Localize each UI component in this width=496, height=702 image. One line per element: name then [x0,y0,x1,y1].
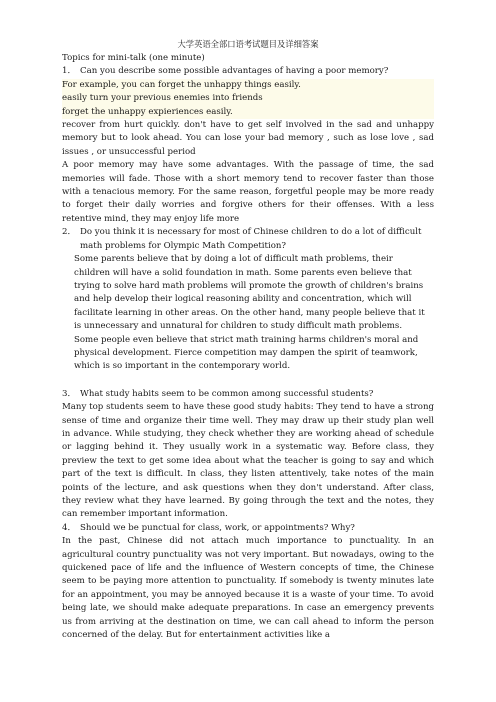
answer-4: In the past, Chinese did not attach much importance to punctuality. In an agricultural country punctuality was not very important. But nowadays, owing to the quickened pace of life and the influence of Western concepts of time, the Chinese seem to be paying more attention to punctuality. If somebody is twenty minutes late for an appointment, you may be annoyed because it is a waste of your time. To avoid being late, we should make adequate preparations. In case an emergency prevents us from arriving at the destination on time, we can call ahead to inform the person concerned of the delay. But for entertainment activities like a [62,536,434,641]
question-3-text: What study habits seem to be common among successful students? [80,388,374,399]
document-title: 大学英语全部口语考试题目及详细答案 [177,39,319,49]
highlight-line-1: For example, you can forget the unhappy things easily. [62,79,434,92]
highlight-line-3: forget the unhappy expieriences easily. [62,106,434,119]
answer-3: Many top students seem to have these good study habits: They tend to have a strong sense of time and organize their time well. They may draw up their study plan well in advance. While studying, they check whether they are working ahead of schedule or lagging behind it. They usually work in a systematic way. Before class, they preview the text to get some idea about what the teacher is going to say and which part of the text is difficult. In class, they listen attentively, take notes of the main points of the lecture, and ask questions when they don't understand. After class, they review what they have learned. By going through the text and the notes, they can remember important information. [62,402,434,520]
answer-1-paragraph-1: recover from hurt quickly. don't have to get self involved in the sad and unhappy memory but to look ahead. You can lose your bad memory , such as lose love , sad issues , or unsuccessful period [62,120,434,157]
highlight-line-2: easily turn your previous enemies into friends [62,92,434,105]
question-4 [62,522,434,535]
question-4-text: Should we be punctual for class, work, or appointments? Why? [80,522,355,533]
question-1-text: Can you describe some possible advantages of having a poor memory? [80,66,389,77]
answer-1-paragraph-2: A poor memory may have some advantages. With the passage of time, the sad memories will fade. Those with a short memory tend to recover faster than those with a tenacious memory. For the same reason, forgetful people may be more ready to forget their daily worries and forgive others for their offenses. With a less retentive mind, they may enjoy life more [62,160,434,224]
question-1 [62,65,434,78]
question-3-number: 3． [62,388,77,399]
question-4-number: 4． [62,522,77,533]
document-page [62,38,434,642]
question-3 [62,388,434,401]
question-1-number: 1． [62,66,77,77]
question-2-number: 2． [62,227,77,238]
question-2 [62,226,434,253]
question-2-text: Do you think it is necessary for most of Chinese children to do a lot of difficult math problems for Olympic Math Competition? [80,227,422,251]
answer-2: Some parents believe that by doing a lot of difficult math problems, their children will have a solid foundation in math. Some parents even believe that trying to solve hard math problems will promote the growth of children's brains and help develop their logical reasoning ability and concentration, which will facilitate learning in other areas. On the other hand, many people believe that it is unnecessary and unnatural for children to study difficult math problems. Some people even believe that strict math training harms children's moral and physical development. Fierce competition may dampen the spirit of teamwork, which is so important in the contemporary world. [74,254,425,372]
topics-heading: Topics for mini-talk (one minute) [62,53,205,63]
